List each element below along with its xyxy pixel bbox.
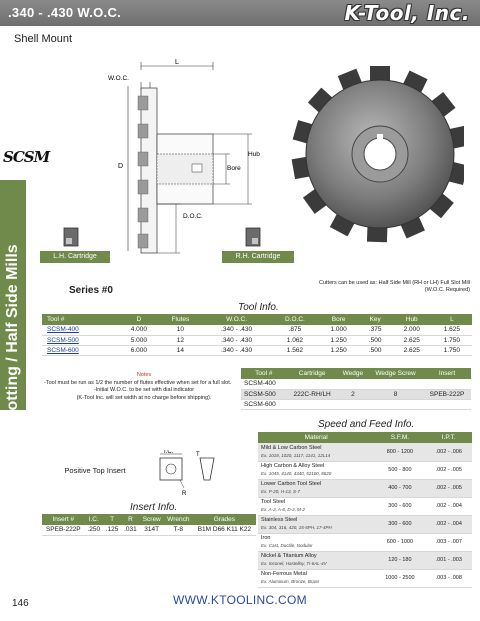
table-cell: 10 (159, 325, 202, 335)
tool-col-header: Key (359, 314, 392, 325)
tool-col-header: Hub (392, 314, 432, 325)
table-cell: 12 (159, 335, 202, 345)
cutter-photo (288, 60, 464, 248)
tool-info-table (42, 314, 472, 356)
sidebar (0, 140, 50, 426)
sfm-cell: 500 - 800 (374, 461, 425, 479)
cartridge-col-header: Cartridge (287, 368, 338, 379)
insert-col-header: I.C. (85, 514, 103, 525)
material-examples: Ex. Aluminum, Bronze, Brass (261, 579, 320, 584)
speed-feed-col-header: Material (258, 432, 374, 443)
subtitle: Shell Mount (14, 33, 73, 45)
insert-ic-label: I.C. (164, 450, 174, 455)
tool-col-header: Flutes (159, 314, 202, 325)
table-cell: SCSM-500 (241, 389, 287, 399)
table-row (42, 525, 256, 535)
tool-col-header: Tool # (42, 314, 119, 325)
table-cell: .875 (271, 325, 318, 335)
table-cell: 1.000 (319, 325, 359, 335)
table-cell (287, 379, 338, 389)
material-examples: Ex. A-2, A-6, D-2, M-2 (261, 507, 305, 512)
table-cell: 1.750 (432, 345, 472, 355)
speed-feed-title: Speed and Feed Info. (318, 419, 415, 430)
material-cell (258, 551, 374, 569)
table-cell (368, 379, 423, 389)
table-row (258, 533, 472, 551)
insert-info-title: Insert Info. (130, 502, 178, 513)
table-row (42, 345, 472, 355)
insert-col-header: Grades (193, 514, 256, 525)
page-title: .340 - .430 W.O.C. (8, 5, 122, 20)
insert-r-label: R (182, 491, 187, 497)
insert-col-header: R (121, 514, 139, 525)
ipt-cell: .001 - .003 (426, 551, 473, 569)
table-row (241, 399, 471, 409)
table-cell: 1.625 (432, 325, 472, 335)
tool-col-header: W.O.C. (202, 314, 271, 325)
table-cell: 5.000 (119, 335, 159, 345)
dim-doc-label: D.O.C. (183, 213, 203, 220)
table-cell: 2 (338, 389, 368, 399)
brand-logo: K-Tool, Inc. (344, 1, 470, 25)
insert-info-table (42, 514, 256, 536)
material-name: Iron (261, 535, 271, 541)
tool-number-link[interactable]: SCSM-500 (42, 335, 119, 345)
ipt-cell: .003 - .008 (426, 569, 473, 587)
rh-cartridge-icon (240, 226, 262, 248)
lh-cartridge-icon (62, 226, 84, 248)
material-name: Stainless Steel (261, 517, 298, 523)
material-examples: Ex. 1018, 1020, 1117, 1141, 12L14 (261, 452, 331, 458)
cartridge-col-header: Wedge Screw (368, 368, 423, 379)
notes-heading: Notes (136, 372, 152, 378)
tool-col-header: L (432, 314, 472, 325)
material-cell (258, 497, 374, 515)
rh-cartridge-label: R.H. Cartridge (222, 251, 294, 263)
table-row (258, 461, 472, 479)
material-name: Mild & Low Carbon Steel (261, 444, 322, 451)
table-cell (287, 399, 338, 409)
material-cell (258, 443, 374, 461)
ipt-cell: .002 - .004 (426, 515, 473, 533)
table-cell: .340 - .430 (202, 335, 271, 345)
table-cell (423, 399, 471, 409)
material-examples: Ex. Cast, Ductile, Nodular (261, 543, 313, 548)
tool-col-header: D (119, 314, 159, 325)
material-cell (258, 479, 374, 497)
cartridge-col-header: Wedge (338, 368, 368, 379)
sfm-cell: 1000 - 2500 (374, 569, 425, 587)
material-name: High Carbon & Alloy Steel (261, 463, 325, 469)
table-cell: .125 (103, 525, 121, 535)
table-cell: 14 (159, 345, 202, 355)
table-cell: 2.625 (392, 345, 432, 355)
table-cell: 1.562 (271, 345, 318, 355)
cartridge-table (241, 368, 471, 410)
insert-diagram (140, 450, 260, 500)
material-name: Nickel & Titanium Alloy (261, 553, 317, 559)
notes (44, 372, 244, 402)
insert-col-header: Screw (140, 514, 164, 525)
table-row (258, 515, 472, 533)
table-row (258, 569, 472, 587)
table-row (241, 379, 471, 389)
table-cell: 8 (368, 389, 423, 399)
material-examples: Ex. Inconel, Hastelloy, Ti-6AL-4V (261, 561, 327, 566)
table-row (42, 325, 472, 335)
note-line-3: (K-Tool Inc. will set width at no charge before shipping). (76, 394, 212, 401)
tool-info-title: Tool Info. (238, 302, 279, 313)
cutters-note: Cutters can be used as: Half Side Mill (RH or LH) Full Slot Mill (W.O.C. Required) (319, 280, 470, 293)
lh-cartridge-label: L.H. Cartridge (40, 251, 110, 263)
tool-col-header: Bore (319, 314, 359, 325)
table-cell: .500 (359, 335, 392, 345)
ipt-cell: .002 - .005 (426, 461, 473, 479)
table-cell: 4.000 (119, 325, 159, 335)
table-cell: 314T (140, 525, 164, 535)
page-number: 146 (12, 598, 29, 609)
dim-l-label: L (175, 59, 179, 66)
material-name: Lower Carbon Tool Steel (261, 481, 322, 487)
material-cell (258, 461, 374, 479)
sfm-cell: 120 - 180 (374, 551, 425, 569)
table-cell (368, 399, 423, 409)
ipt-cell: .002 - .004 (426, 497, 473, 515)
header-bar (0, 0, 480, 26)
material-examples: Ex. P-20, H-13, S-7 (261, 489, 301, 494)
material-examples: Ex. 304, 316, 420, 15-5PH, 17-4PH (261, 525, 332, 530)
table-row (258, 551, 472, 569)
insert-col-header: T (103, 514, 121, 525)
table-cell: .340 - .430 (202, 325, 271, 335)
material-name: Tool Steel (261, 499, 286, 505)
table-cell: 1.250 (319, 335, 359, 345)
dim-bore-label: Bore (227, 165, 241, 172)
table-row (42, 335, 472, 345)
sfm-cell: 800 - 1200 (374, 443, 425, 461)
cartridge-col-header: Insert (423, 368, 471, 379)
table-cell: SPEB-222P (42, 525, 85, 535)
tool-col-header: D.O.C. (271, 314, 318, 325)
table-cell: .375 (359, 325, 392, 335)
material-name: Non-Ferrous Metal (261, 571, 307, 577)
insert-t-label: T (196, 452, 200, 458)
material-cell (258, 515, 374, 533)
ipt-cell: .002 - .006 (426, 443, 473, 461)
category-band (0, 180, 26, 426)
table-cell: .250 (85, 525, 103, 535)
table-cell: 1.062 (271, 335, 318, 345)
table-cell: 222C-RH/LH (287, 389, 338, 399)
table-cell: 6.000 (119, 345, 159, 355)
insert-col-header: Wrench (164, 514, 193, 525)
table-row (258, 479, 472, 497)
speed-feed-col-header: I.P.T. (426, 432, 473, 443)
category-label: Slotting / Half Side Mills (4, 244, 21, 426)
sfm-cell: 300 - 600 (374, 497, 425, 515)
dim-woc-label: W.O.C. (108, 75, 129, 82)
material-cell (258, 533, 374, 551)
positive-top-insert-label: Positive Top Insert (64, 466, 126, 475)
table-row (241, 389, 471, 399)
speed-feed-table (258, 432, 472, 588)
table-cell: .500 (359, 345, 392, 355)
table-cell: 2.625 (392, 335, 432, 345)
dim-hub-label: Hub (248, 151, 260, 158)
material-cell (258, 569, 374, 587)
table-cell: 2.000 (392, 325, 432, 335)
table-cell: SCSM-400 (241, 379, 287, 389)
ipt-cell: .003 - .007 (426, 533, 473, 551)
table-cell: T-8 (164, 525, 193, 535)
table-cell: 1.750 (432, 335, 472, 345)
tool-number-link[interactable]: SCSM-600 (42, 345, 119, 355)
table-row (258, 443, 472, 461)
insert-col-header: Insert # (42, 514, 85, 525)
speed-feed-col-header: S.F.M. (374, 432, 425, 443)
table-cell: 1.250 (319, 345, 359, 355)
dim-d-label: D (118, 163, 124, 170)
table-cell: B1M D66 K11 K22 (193, 525, 256, 535)
note-line-2: -Initial W.O.C. to be set with dial indicator (93, 387, 195, 393)
sfm-cell: 400 - 700 (374, 479, 425, 497)
sfm-cell: 600 - 1000 (374, 533, 425, 551)
table-cell: SPEB-222P (423, 389, 471, 399)
tool-number-link[interactable]: SCSM-400 (42, 325, 119, 335)
table-cell (338, 399, 368, 409)
table-cell (423, 379, 471, 389)
material-examples: Ex. 1045, 4140, 4340, 52100, 8620 (261, 471, 332, 476)
table-cell (338, 379, 368, 389)
table-row (258, 497, 472, 515)
product-code: SCSM (3, 148, 50, 166)
table-cell: .031 (121, 525, 139, 535)
table-cell: .340 - .430 (202, 345, 271, 355)
note-line-1: -Tool must be run as 1/2 the number of flutes effective when set for a full slot. (44, 379, 232, 386)
cartridge-col-header: Tool # (241, 368, 287, 379)
website-link[interactable]: WWW.KTOOLINC.COM (173, 593, 307, 607)
series-label: Series #0 (69, 285, 113, 296)
sfm-cell: 300 - 600 (374, 515, 425, 533)
table-cell: SCSM-600 (241, 399, 287, 409)
ipt-cell: .002 - .005 (426, 479, 473, 497)
